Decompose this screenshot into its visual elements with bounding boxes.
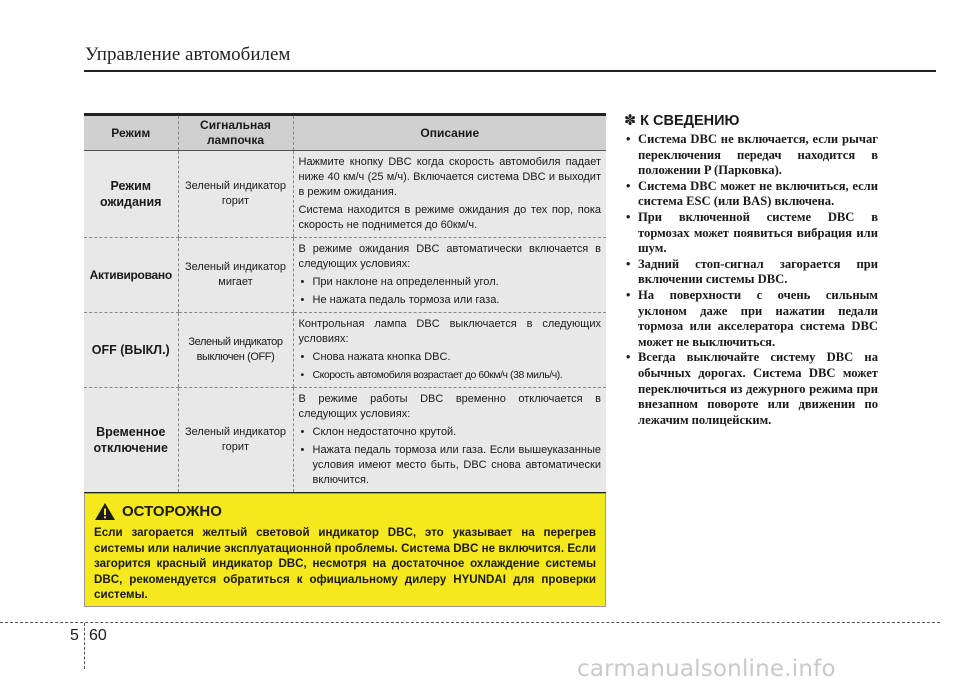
footer-rule (0, 622, 940, 623)
list-item: • Снова нажата кнопка DBC. (300, 351, 451, 363)
bullet-icon: • (300, 444, 305, 456)
note-section (624, 113, 878, 428)
list-item: • Склон недостаточно крутой. (300, 426, 457, 438)
bullet-icon: • (626, 132, 631, 146)
table-header-row (84, 116, 606, 151)
page-number: 60 (89, 627, 107, 644)
lamp-cell: Зеленый индикатор горит (178, 388, 293, 493)
description-list (299, 425, 602, 488)
description-paragraph: Контрольная лампа DBC выключается в следующих условиях: (298, 318, 601, 345)
warning-title: ОСТОРОЖНО (122, 503, 222, 520)
warning-header (94, 502, 596, 521)
description-list (299, 350, 602, 383)
note-header (624, 113, 878, 129)
bullet-icon: • (626, 350, 631, 365)
description-cell (293, 151, 606, 238)
list-item: • Нажата педаль тормоза или газа. Если вышеуказанные условия имеют место быть, DBC снова автоматически включится. (300, 444, 601, 486)
warning-triangle-icon (94, 502, 116, 521)
list-item: • Всегда выключайте систему DBC на обычных дорогах. Система DBC может переключиться из дежурного режима при внезапном повороте или движении по лежачим полицейским. (626, 350, 878, 427)
dbc-mode-table (84, 113, 606, 495)
list-item: • Не нажата педаль тормоза или газа. (300, 294, 500, 306)
list-item: • Задний стоп-сигнал загорается при включении системы DBC. (626, 256, 878, 287)
bullet-icon: • (300, 294, 305, 306)
lamp-cell: Зеленый индикатор мигает (178, 238, 293, 313)
description-paragraph: Система находится в режиме ожидания до тех пор, пока скорость не поднимется до 60км/ч. (298, 204, 601, 231)
bullet-icon: • (300, 369, 304, 381)
watermark: carmanualsonline.info (577, 656, 836, 682)
list-item: • Система DBC может не включиться, если система ESC (или BAS) включена. (626, 178, 878, 209)
table-row (84, 238, 606, 313)
page-header-title: Управление автомобилем (85, 44, 291, 65)
chapter-number: 5 (70, 627, 79, 644)
asterisk-icon: ✽ (624, 113, 637, 129)
bullet-icon: • (300, 351, 305, 363)
bullet-icon: • (626, 256, 631, 271)
mode-cell: Временное отключение (93, 425, 168, 455)
table-header-lamp: Сигнальная лампочка (178, 116, 293, 151)
list-item: • Система DBC не включается, если рычаг переключения передач находится в положении P (Парковка). (626, 132, 878, 178)
table-row (84, 388, 606, 493)
description-paragraph: Нажмите кнопку DBC когда скорость автомобиля падает ниже 40 км/ч (25 м/ч). Включается система DBC и выходит в режим ожидания. (298, 156, 601, 198)
note-list (624, 132, 878, 428)
warning-box (84, 493, 606, 607)
list-item: • При включенной системе DBC в тормозах может появиться вибрация или шум. (626, 209, 878, 256)
bullet-icon: • (626, 178, 631, 193)
bullet-icon: • (626, 209, 631, 224)
list-item: • На поверхности с очень сильным уклоном даже при нажатии педали тормоза или акселератора система DBC может не выключиться. (626, 287, 878, 349)
table-row (84, 151, 606, 238)
description-paragraph: В режиме работы DBC временно отключается в следующих условиях: (298, 393, 601, 420)
description-cell (293, 238, 606, 313)
mode-cell: OFF (ВЫКЛ.) (84, 313, 178, 388)
list-item: • Скорость автомобиля возрастает до 60км/ч (38 миль/ч). (300, 369, 563, 381)
warning-text: Если загорается желтый световой индикатор DBC, это указывает на перегрев системы или наличие эксплуатационной проблемы. Система DBC не включится. Если загорится красный индикатор DBC, несмотря на достаточное охлаждение системы DBC, рекомендуется обратиться к официальному дилеру HYUNDAI для проверки системы. (94, 526, 596, 601)
header-rule (84, 70, 936, 72)
footer-divider (84, 623, 85, 669)
mode-cell: Режим ожидания (84, 151, 178, 238)
mode-cell: Активировано (84, 238, 178, 313)
bullet-icon: • (300, 426, 305, 438)
lamp-cell: Зеленый индикатор выключен (OFF) (178, 313, 293, 388)
table-header-mode: Режим (84, 116, 178, 151)
description-list (299, 275, 602, 308)
bullet-icon: • (626, 287, 631, 302)
list-item: • При наклоне на определенный угол. (300, 276, 499, 288)
description-paragraph: В режиме ожидания DBC автоматически включается в следующих условиях: (298, 243, 601, 270)
description-cell (293, 313, 606, 388)
table-header-description: Описание (293, 116, 606, 151)
description-cell (293, 388, 606, 493)
lamp-cell: Зеленый индикатор горит (178, 151, 293, 238)
note-title: К СВЕДЕНИЮ (640, 113, 740, 129)
table-row (84, 313, 606, 388)
bullet-icon: • (300, 276, 305, 288)
